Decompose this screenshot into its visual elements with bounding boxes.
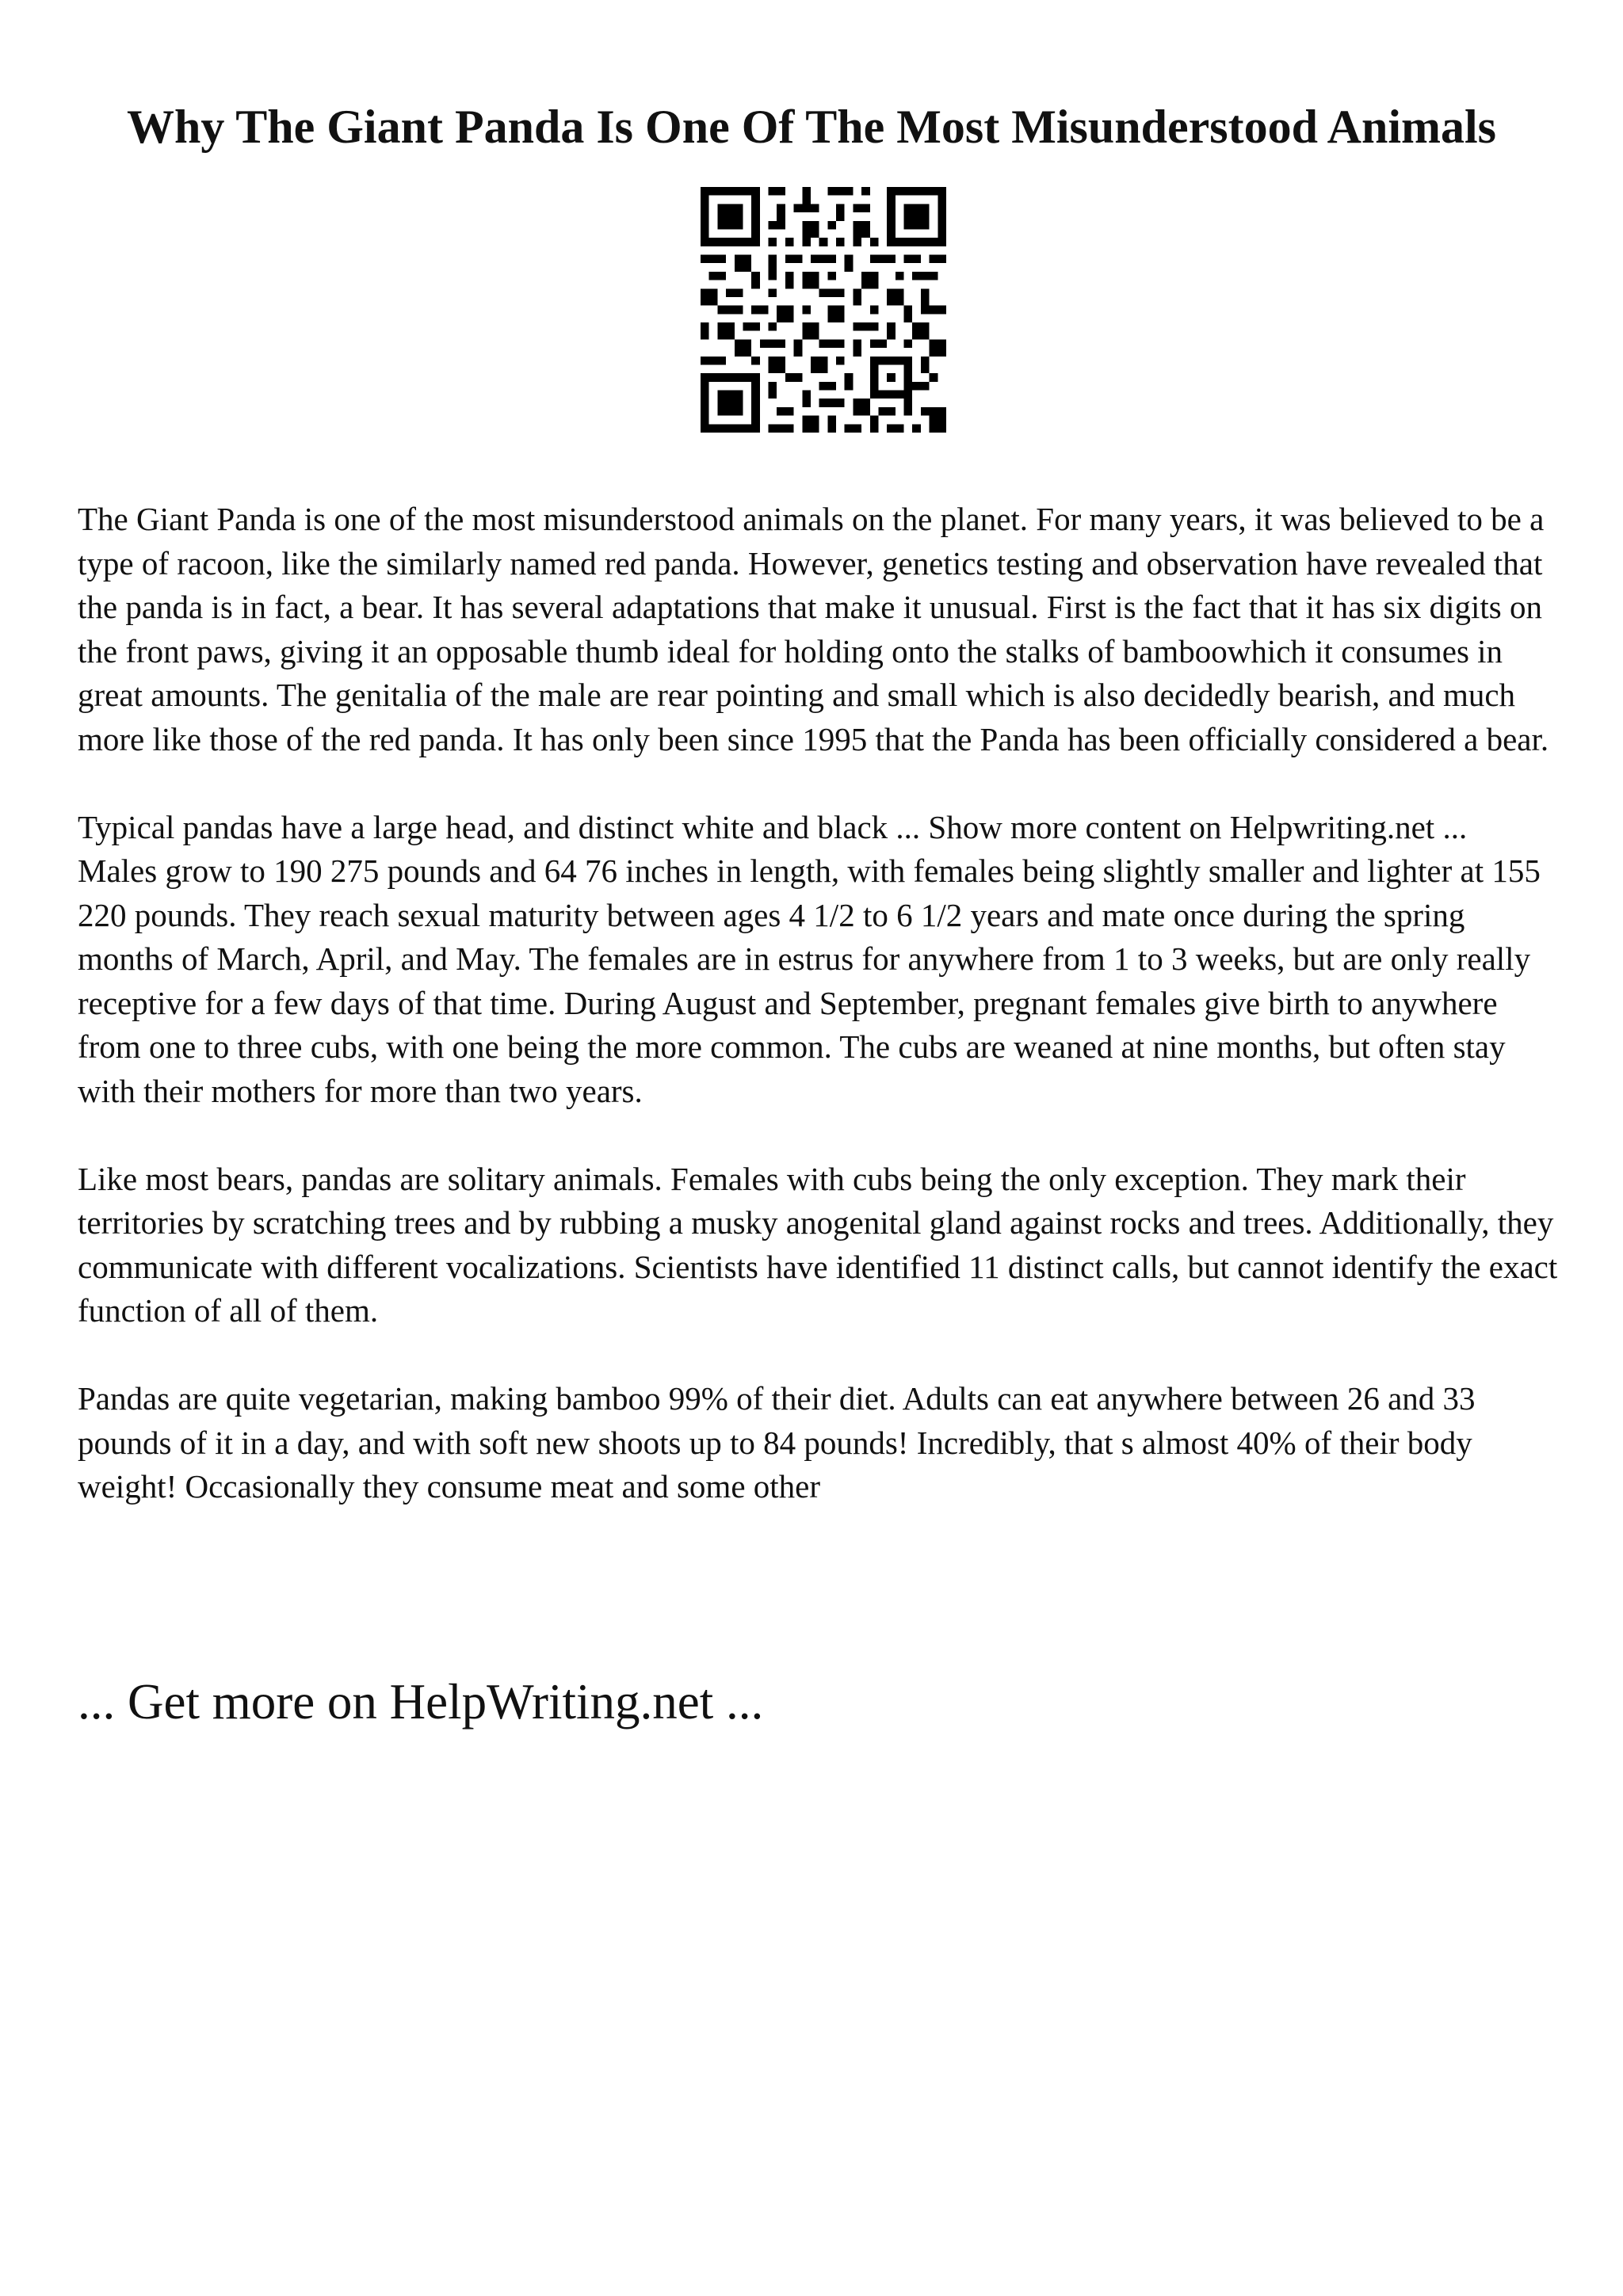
paragraph-diet: Pandas are quite vegetarian, making bamboo 99% of their diet. Adults can eat anywhere between 26 and 33 pounds of it in a day, and with soft new shoots up to 84 pounds! Incredibly, that s almost 40% of their body weight! Occasionally they consume meat and some other: [78, 1380, 1476, 1505]
page-title: Why The Giant Panda Is One Of The Most Misunderstood Animals: [126, 101, 1497, 153]
paragraph-spacer: [78, 761, 1568, 806]
article-body: [78, 498, 1568, 1509]
get-more-link[interactable]: ... Get more on HelpWriting.net ...: [78, 1674, 764, 1730]
qr-code-icon[interactable]: [701, 187, 946, 433]
paragraph-intro: The Giant Panda is one of the most misunderstood animals on the planet. For many years, it was believed to be a type of racoon, like the similarly named red panda. However, genetics testing and observation have revealed that the panda is in fact, a bear. It has several adaptations that make it unusual. First is the fact that it has six digits on the front paws, giving it an opposable thumb ideal for holding onto the stalks of bamboowhich it consumes in great amounts. The genitalia of the male are rear pointing and small which is also decidedly bearish, and much more like those of the red panda. It has only been since 1995 that the Panda has been officially considered a bear.: [78, 501, 1549, 757]
paragraph-spacer: [78, 1113, 1568, 1158]
paragraph-spacer: [78, 1333, 1568, 1378]
qr-code-graphic: [701, 187, 946, 433]
paragraph-size: Males grow to 190 275 pounds and 64 76 inches in length, with females being slightly smaller and lighter at 155 220 pounds. They reach sexual maturity between ages 4 1/2 to 6 1/2 years and mate once during the spring months of March, April, and May. The females are in estrus for anywhere from 1 to 3 weeks, but are only really receptive for a few days of that time. During August and September, pregnant females give birth to anywhere from one to three cubs, with one being the more common. The cubs are weaned at nine months, but often stay with their mothers for more than two years.: [78, 852, 1541, 1109]
paragraph-teaser: Typical pandas have a large head, and distinct white and black ... Show more content on Helpwriting.net ...: [78, 808, 1468, 845]
paragraph-behavior: Like most bears, pandas are solitary animals. Females with cubs being the only exception. They mark their territories by scratching trees and by rubbing a musky anogenital gland against rocks and trees. Additionally, they communicate with different vocalizations. Scientists have identified 11 distinct calls, but cannot identify the exact function of all of them.: [78, 1160, 1558, 1329]
